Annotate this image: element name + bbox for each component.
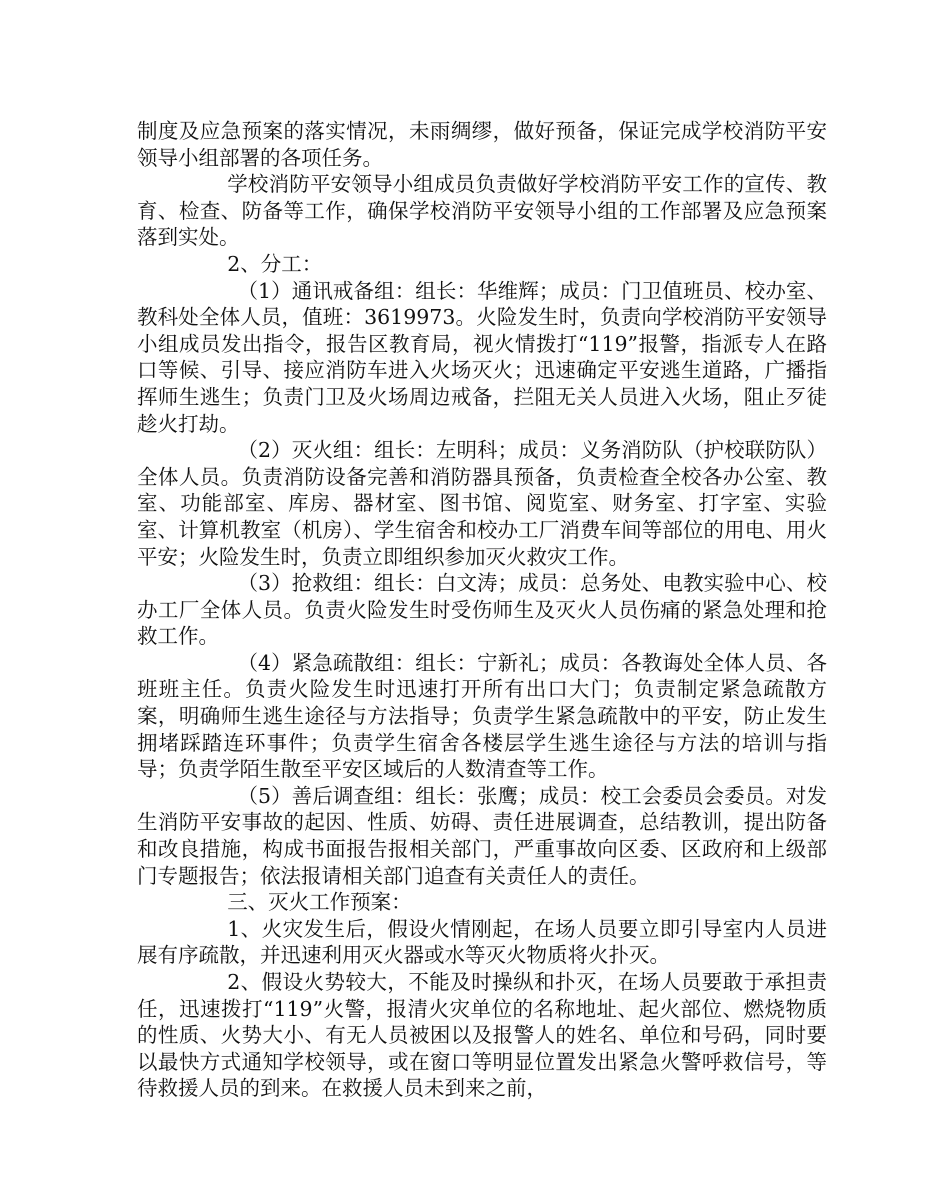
paragraph-plan-step-2: 2、假设火势较大，不能及时操纵和扑灭，在场人员要敢于承担责任，迅速拨打“119”火警，报清火灾单位的名称地址、起火部位、燃烧物质的性质、火势大小、有无人员被困以及报警人的姓名、单位和号码，同时要以最快方式通知学校领导，或在窗口等明显位置发出紧急火警呼救信号，等待救援人员的到来。在救援人员未到来之前， — [137, 970, 827, 1101]
paragraph-members-responsibility: 学校消防平安领导小组成员负责做好学校消防平安工作的宣传、教育、检查、防备等工作，确保学校消防平安领导小组的工作部署及应急预案落到实处。 — [137, 172, 827, 250]
section-heading-firefighting-plan: 三、灭火工作预案： — [227, 890, 412, 915]
paragraph-plan-step-1: 1、火灾发生后，假设火情刚起，在场人员要立即引导室内人员进展有序疏散，并迅速利用灭火器或水等灭火物质将火扑灭。 — [137, 916, 827, 968]
paragraph-group-evacuation: （4）紧急疏散组：组长：宁新礼；成员：各教诲处全体人员、各班班主任。负责火险发生时迅速打开所有出口大门；负责制定紧急疏散方案，明确师生逃生途径与方法指导；负责学生紧急疏散中的平安，防止发生拥堵踩踏连环事件；负责学生宿舍各楼层学生逃生途径与方法的培训与指导；负责学陌生散至平安区域后的人数清查等工作。 — [137, 650, 827, 782]
document-body — [137, 118, 827, 1102]
paragraph-division-heading: 2、分工： — [227, 251, 323, 276]
paragraph-group-rescue: （3）抢救组：组长：白文涛；成员：总务处、电教实验中心、校办工厂全体人员。负责火险发生时受伤师生及灭火人员伤痛的紧急处理和抢救工作。 — [137, 571, 827, 649]
paragraph-duty-continuation: 制度及应急预案的落实情况，未雨绸缪，做好预备，保证完成学校消防平安领导小组部署的各项任务。 — [137, 119, 827, 170]
paragraph-group-firefighting: （2）灭火组：组长：左明科；成员：义务消防队（护校联防队）全体人员。负责消防设备完善和消防器具预备，负责检查全校各办公室、教室、功能部室、库房、器材室、图书馆、阅览室、财务室、打字室、实验室、计算机教室（机房）、学生宿舍和校办工厂消费车间等部位的用电、用火平安；火险发生时，负责立即组织参加灭火救灾工作。 — [137, 438, 827, 569]
paragraph-group-communication: （1）通讯戒备组：组长：华维辉；成员：门卫值班员、校办室、教科处全体人员，值班：3619973。火险发生时，负责向学校消防平安领导小组成员发出指令，报告区教育局，视火情拨打“119”报警，指派专人在路口等候、引导、接应消防车进入火场灭火；迅速确定平安逃生道路，广播指挥师生逃生；负责门卫及火场周边戒备，拦阻无关人员进入火场，阻止歹徒趁火打劫。 — [137, 278, 827, 436]
paragraph-group-investigation: （5）善后调查组：组长：张鹰；成员：校工会委员会委员。对发生消防平安事故的起因、性质、妨碍、责任进展调查，总结教训，提出防备和改良措施，构成书面报告报相关部门，严重事故向区委、区政府和上级部门专题报告；依法报请相关部门追查有关责任人的责任。 — [137, 783, 827, 888]
